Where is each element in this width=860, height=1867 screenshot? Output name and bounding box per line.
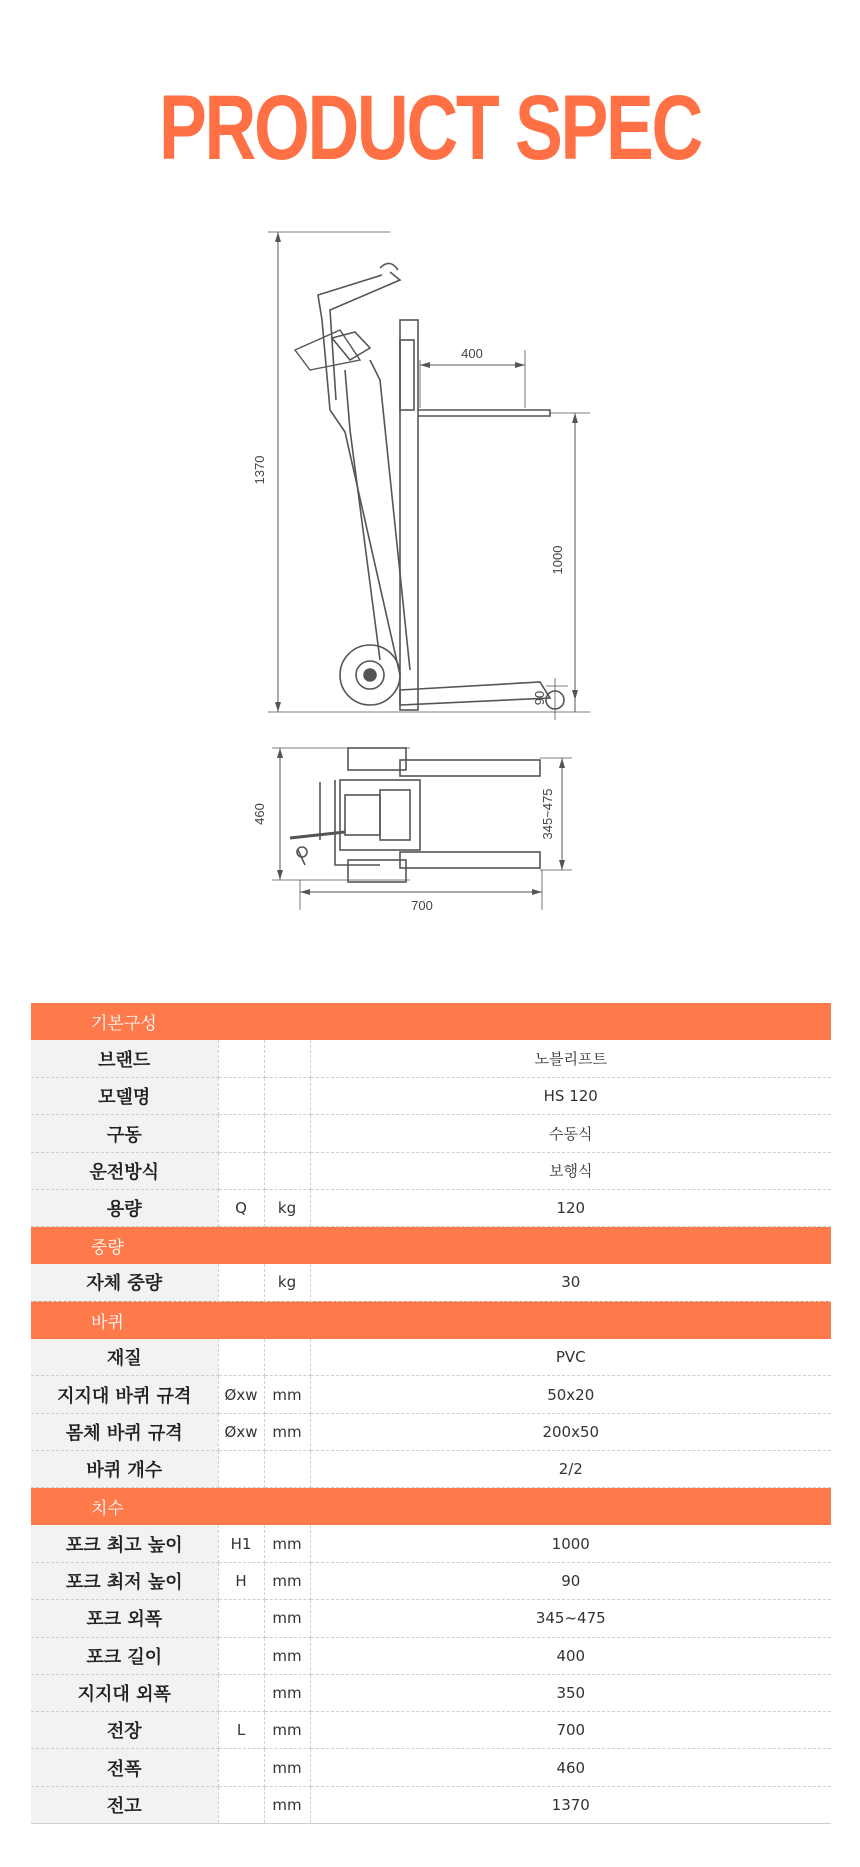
spec-symbol: [218, 1637, 264, 1674]
spec-symbol: Øxw: [218, 1376, 264, 1413]
spec-symbol: [218, 1749, 264, 1786]
spec-row: [31, 1786, 831, 1823]
spec-unit: mm: [264, 1600, 310, 1637]
dim-length: 700: [411, 898, 433, 913]
spec-row: [31, 1712, 831, 1749]
spec-symbol: [218, 1451, 264, 1488]
spec-value: 120: [310, 1189, 831, 1226]
spec-label: 전고: [31, 1786, 218, 1823]
section-title: 기본구성: [31, 1003, 831, 1040]
spec-row: [31, 1562, 831, 1599]
spec-value: 1000: [310, 1525, 831, 1562]
spec-symbol: [218, 1152, 264, 1189]
spec-unit: mm: [264, 1637, 310, 1674]
spec-label: 모델명: [31, 1078, 218, 1115]
spec-value: 200x50: [310, 1413, 831, 1450]
section-title: 치수: [31, 1488, 831, 1525]
spec-value: 350: [310, 1674, 831, 1711]
spec-row: [31, 1152, 831, 1189]
spec-row: [31, 1674, 831, 1711]
spec-row: [31, 1376, 831, 1413]
top-view: [252, 748, 572, 913]
spec-symbol: [218, 1040, 264, 1077]
section-header: [31, 1227, 831, 1264]
spec-symbol: [218, 1115, 264, 1152]
spec-label: 전장: [31, 1712, 218, 1749]
section-header: [31, 1003, 831, 1040]
spec-row: [31, 1749, 831, 1786]
spec-label: 지지대 바퀴 규격: [31, 1376, 218, 1413]
dim-fork-max-height: 1000: [550, 545, 565, 575]
spec-value: 460: [310, 1749, 831, 1786]
spec-row: [31, 1040, 831, 1077]
spec-symbol: [218, 1078, 264, 1115]
spec-value: 보행식: [310, 1152, 831, 1189]
spec-label: 바퀴 개수: [31, 1451, 218, 1488]
spec-unit: [264, 1339, 310, 1376]
spec-unit: [264, 1040, 310, 1077]
spec-unit: kg: [264, 1189, 310, 1226]
spec-label: 브랜드: [31, 1040, 218, 1077]
spec-unit: [264, 1152, 310, 1189]
spec-row: [31, 1339, 831, 1376]
spec-symbol: Q: [218, 1189, 264, 1226]
dim-total-height: 1370: [252, 455, 267, 485]
spec-label: 포크 외폭: [31, 1600, 218, 1637]
page-title: PRODUCT SPEC: [158, 77, 702, 179]
spec-value: 1370: [310, 1786, 831, 1823]
spec-unit: mm: [264, 1786, 310, 1823]
spec-symbol: L: [218, 1712, 264, 1749]
spec-label: 재질: [31, 1339, 218, 1376]
spec-label: 운전방식: [31, 1152, 218, 1189]
spec-symbol: H1: [218, 1525, 264, 1562]
spec-table: [31, 1003, 831, 1824]
spec-label: 포크 최고 높이: [31, 1525, 218, 1562]
section-header: [31, 1301, 831, 1338]
spec-symbol: Øxw: [218, 1413, 264, 1450]
spec-unit: mm: [264, 1413, 310, 1450]
spec-value: 수동식: [310, 1115, 831, 1152]
spec-unit: [264, 1078, 310, 1115]
spec-unit: mm: [264, 1376, 310, 1413]
section-header: [31, 1488, 831, 1525]
section-title: 바퀴: [31, 1301, 831, 1338]
spec-label: 포크 최저 높이: [31, 1562, 218, 1599]
spec-row: [31, 1600, 831, 1637]
spec-label: 용량: [31, 1189, 218, 1226]
spec-symbol: H: [218, 1562, 264, 1599]
spec-row: [31, 1264, 831, 1301]
spec-label: 몸체 바퀴 규격: [31, 1413, 218, 1450]
spec-label: 구동: [31, 1115, 218, 1152]
spec-label: 포크 길이: [31, 1637, 218, 1674]
spec-value: PVC: [310, 1339, 831, 1376]
spec-value: 345~475: [310, 1600, 831, 1637]
spec-unit: kg: [264, 1264, 310, 1301]
spec-symbol: [218, 1600, 264, 1637]
spec-value: 90: [310, 1562, 831, 1599]
spec-value: 50x20: [310, 1376, 831, 1413]
dim-fork-length: 400: [461, 346, 483, 361]
spec-label: 전폭: [31, 1749, 218, 1786]
spec-value: 700: [310, 1712, 831, 1749]
spec-row: [31, 1189, 831, 1226]
spec-row: [31, 1525, 831, 1562]
spec-row: [31, 1637, 831, 1674]
spec-unit: mm: [264, 1749, 310, 1786]
spec-value: 2/2: [310, 1451, 831, 1488]
spec-unit: mm: [264, 1525, 310, 1562]
spec-row: [31, 1451, 831, 1488]
side-view: [252, 232, 590, 720]
spec-unit: [264, 1451, 310, 1488]
spec-value: 30: [310, 1264, 831, 1301]
spec-unit: mm: [264, 1674, 310, 1711]
spec-row: [31, 1115, 831, 1152]
spec-value: 400: [310, 1637, 831, 1674]
spec-symbol: [218, 1264, 264, 1301]
spec-unit: mm: [264, 1562, 310, 1599]
spec-value: HS 120: [310, 1078, 831, 1115]
dim-fork-min-height: 90: [532, 690, 547, 706]
spec-symbol: [218, 1786, 264, 1823]
spec-symbol: [218, 1674, 264, 1711]
spec-label: 자체 중량: [31, 1264, 218, 1301]
dim-fork-outer: 345~475: [540, 788, 555, 840]
spec-row: [31, 1078, 831, 1115]
dim-width: 460: [252, 803, 267, 825]
product-dimension-drawing: [250, 220, 700, 940]
spec-value: 노블리프트: [310, 1040, 831, 1077]
spec-label: 지지대 외폭: [31, 1674, 218, 1711]
spec-row: [31, 1413, 831, 1450]
section-title: 중량: [31, 1227, 831, 1264]
spec-unit: mm: [264, 1712, 310, 1749]
spec-symbol: [218, 1339, 264, 1376]
spec-unit: [264, 1115, 310, 1152]
